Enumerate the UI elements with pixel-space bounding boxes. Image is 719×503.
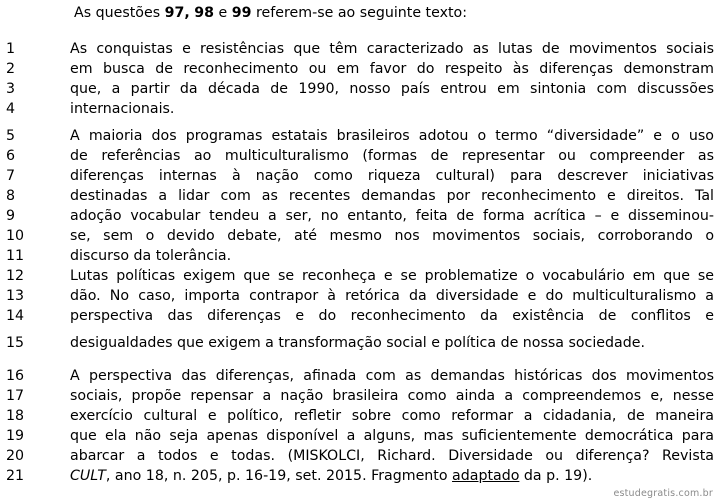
line-text: em busca de reconhecimento ou em favor do respeito às diferenças demonstram	[70, 61, 714, 77]
line-text: As conquistas e resistências que têm caracterizado as lutas de movimentos sociais	[70, 41, 714, 57]
line-number: 10	[6, 228, 25, 244]
line-number: 3	[6, 81, 16, 97]
text-line	[0, 146, 719, 166]
text-line	[0, 226, 719, 246]
text-line	[0, 59, 719, 79]
line-number: 21	[6, 468, 25, 484]
line-text: perspectiva das diferenças e do reconhecimento da existência de conflitos e	[70, 308, 714, 324]
line-number: 1	[6, 41, 16, 57]
line-number: 5	[6, 128, 16, 144]
text-line	[0, 126, 719, 146]
text-line	[0, 166, 719, 186]
line-text: discurso da tolerância.	[70, 248, 232, 264]
line-text: abarcar a todos e todas. (MISKOLCI, Richard. Diversidade ou diferença? Revista	[70, 448, 714, 464]
text-line	[0, 306, 719, 326]
question-number: 98	[194, 5, 215, 21]
text-line	[0, 366, 719, 386]
journal-title: CULT	[70, 468, 106, 484]
line-number: 9	[6, 208, 16, 224]
text-line	[0, 466, 719, 486]
line-number: 19	[6, 428, 25, 444]
line-text: Lutas políticas exigem que se reconheça e se problematize o vocabulário em que se	[70, 268, 714, 284]
line-text: internacionais.	[70, 101, 175, 117]
line-text: A perspectiva das diferenças, afinada com as demandas históricas dos movimentos	[70, 368, 714, 384]
question-number: 97,	[164, 5, 190, 21]
line-text: CULT, ano 18, n. 205, p. 16-19, set. 2015. Fragmento adaptado da p. 19).	[70, 468, 593, 484]
text-line	[0, 286, 719, 306]
line-text: desigualdades que exigem a transformação social e política de nossa sociedade.	[70, 335, 645, 351]
line-text: exercício cultural e político, refletir sobre como reformar a cidadania, de maneira	[70, 408, 714, 424]
site-watermark: estudegratis.com.br	[613, 488, 713, 499]
text-line	[0, 39, 719, 59]
question-header: As questões 97, 98 e 99 referem-se ao seguinte texto:	[74, 5, 468, 21]
line-number: 12	[6, 268, 25, 284]
text-line	[0, 246, 719, 266]
line-number: 16	[6, 368, 25, 384]
line-number: 4	[6, 101, 16, 117]
text-line	[0, 386, 719, 406]
text-line	[0, 186, 719, 206]
line-text: destinadas a lidar com as recentes demandas por reconhecimento e direitos. Tal	[70, 188, 714, 204]
line-text: que ela não seja apenas disponível a alguns, mas suficientemente democrática para	[70, 428, 714, 444]
line-number: 14	[6, 308, 25, 324]
line-text: que, a partir da década de 1990, nosso país entrou em sintonia com discussões	[70, 81, 714, 97]
line-number: 7	[6, 168, 16, 184]
text-line	[0, 406, 719, 426]
line-text: A maioria dos programas estatais brasileiros adotou o termo “diversidade” e o uso	[70, 128, 714, 144]
text-line	[0, 266, 719, 286]
line-text: sociais, propõe repensar a nação brasileira como ainda a compreendemos e, nesse	[70, 388, 714, 404]
text-line	[0, 426, 719, 446]
question-number: 99	[231, 5, 252, 21]
line-number: 2	[6, 61, 16, 77]
line-text: de referências ao multiculturalismo (formas de representar ou compreender as	[70, 148, 714, 164]
text-line	[0, 333, 719, 353]
adapted-word: adaptado	[452, 468, 520, 484]
text-line	[0, 446, 719, 466]
line-text: adoção vocabular tendeu a ser, no entanto, feita de forma acrítica – e disseminou-	[70, 208, 714, 224]
line-text: dão. No caso, importa contrapor à retórica da diversidade e do multiculturalismo a	[70, 288, 714, 304]
line-number: 13	[6, 288, 25, 304]
line-text: se, sem o devido debate, até mesmo nos movimentos sociais, corroborando o	[70, 228, 714, 244]
line-number: 20	[6, 448, 25, 464]
text-line	[0, 79, 719, 99]
line-number: 11	[6, 248, 25, 264]
line-number: 15	[6, 335, 25, 351]
line-number: 18	[6, 408, 25, 424]
text-line	[0, 99, 719, 119]
line-text: diferenças internas à nação como riqueza cultural) para descrever iniciativas	[70, 168, 714, 184]
text-line	[0, 206, 719, 226]
line-number: 8	[6, 188, 16, 204]
line-number: 17	[6, 388, 25, 404]
line-number: 6	[6, 148, 16, 164]
